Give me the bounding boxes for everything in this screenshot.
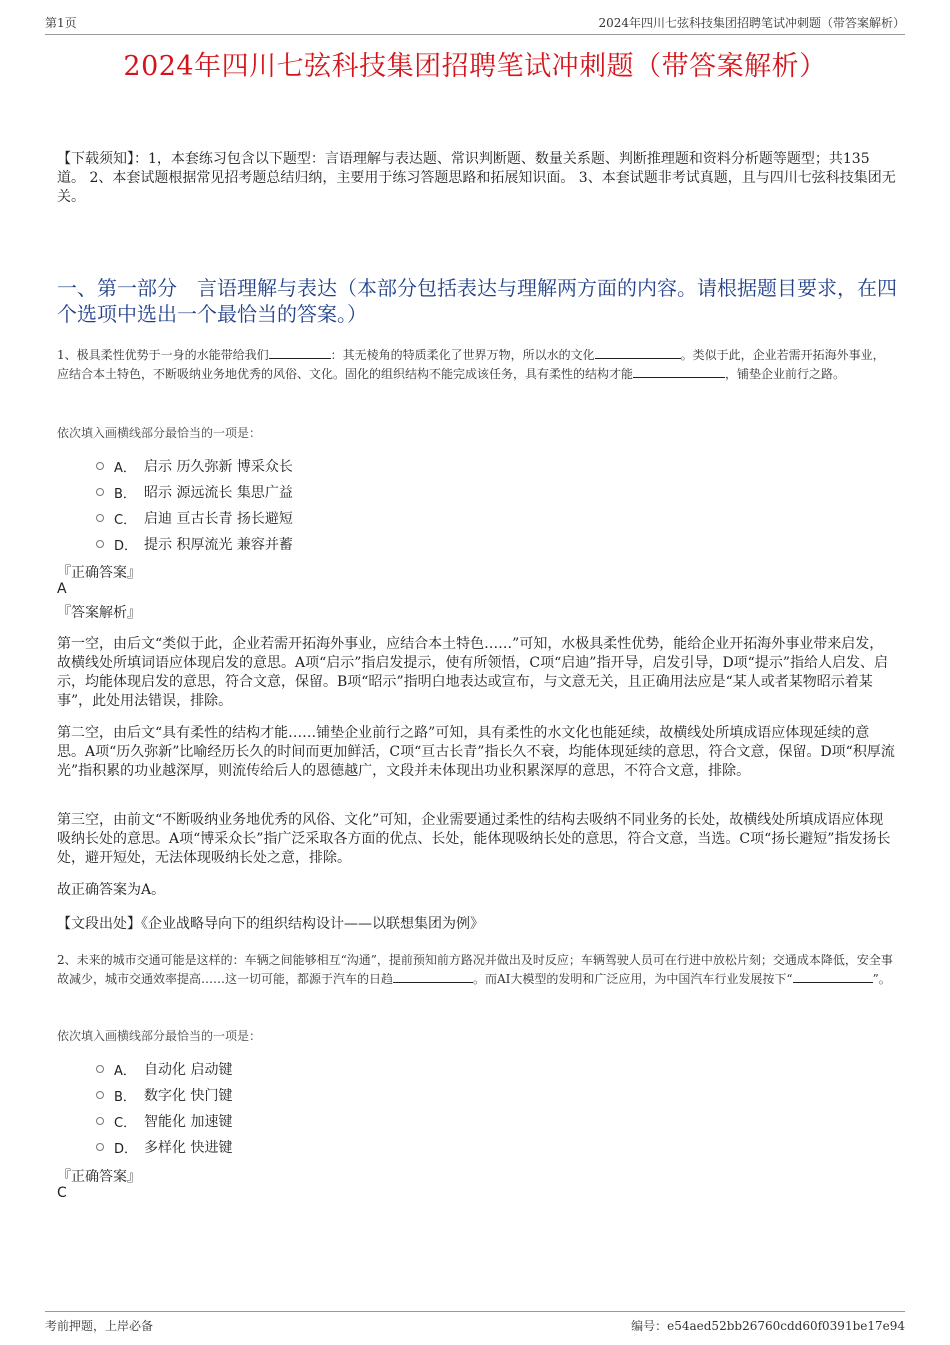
radio-icon[interactable]: [96, 488, 104, 496]
q1-analysis-2: 第二空，由后文“具有柔性的结构才能……铺垫企业前行之路”可知，具有柔性的水文化也能延续，故横线处所填成语应体现延续的意思。A项“历久弥新”比喻经历长久的时间而更加鲜活，C项“亘古长青”指长久不衰，均能体现延续的意思，符合文意，保留。D项“积厚流光”指积累的功业越深厚，则流传给后人的恩德越广，文段并未体现出功业积累深厚的意思，不符合文意，排除。: [57, 725, 895, 779]
q1-answer: A: [57, 581, 67, 597]
section-title: 一、第一部分 言语理解与表达（本部分包括表达与理解两方面的内容。请根据题目要求，在四个选项中选出一个最恰当的答案。）: [57, 276, 897, 326]
q1-stem-part-b: ：其无棱角的特质柔化了世界万物，所以水的文化: [330, 348, 595, 362]
q1-source: 【文段出处】《企业战略导向下的组织结构设计——以联想集团为例》: [57, 916, 484, 932]
q1-stem-part-a: 1、极具柔性优势于一身的水能带给我们: [57, 348, 269, 362]
q1-option-d[interactable]: D． 提示 积厚流光 兼容并蓄: [96, 531, 293, 557]
footer-doc-id: 编号：e54aed52bb26760cdd60f0391be17e94: [631, 1319, 905, 1333]
q1-answer-label: 『正确答案』: [57, 565, 141, 581]
question-1-stem: [57, 346, 895, 384]
download-notice: 【下载须知】：1，本套练习包含以下题型：言语理解与表达题、常识判断题、数量关系题、判断推理题和资料分析题等题型；共135道。 2、本套试题根据常见招考题总结归纳，主要用于练习答题思路和拓展知识面。 3、本套试题非考试真题，且与四川七弦科技集团无关。: [57, 151, 896, 205]
q1-blank-2: [595, 346, 681, 359]
q2-answer-label: 『正确答案』: [57, 1169, 141, 1185]
radio-icon[interactable]: [96, 1143, 104, 1151]
q1-option-b[interactable]: B． 昭示 源远流长 集思广益: [96, 479, 293, 505]
radio-icon[interactable]: [96, 462, 104, 470]
q2-stem-part-a: 2、未来的城市交通可能是这样的：车辆之间能够相互“沟通”，提前预知前方路况并做出及时反应；车辆驾驶人员可在行进中放松片刻；交通成本降低，安全事故减少，城市交通效率提高……这一切可能，都源于汽车的日趋: [57, 953, 893, 986]
q2-option-a[interactable]: A． 自动化 启动键: [96, 1056, 232, 1082]
page-number: 第1页: [45, 16, 77, 30]
q2-options: [96, 1056, 232, 1160]
q2-stem-part-c: ”。: [872, 972, 891, 986]
q1-blank-1: [269, 346, 331, 359]
q2-answer: C: [57, 1185, 67, 1201]
q2-option-c[interactable]: C． 智能化 加速键: [96, 1108, 232, 1134]
q1-analysis-label: 『答案解析』: [57, 605, 141, 621]
document-title: 2024年四川七弦科技集团招聘笔试冲刺题（带答案解析）: [123, 51, 827, 82]
radio-icon[interactable]: [96, 1065, 104, 1073]
q2-option-b[interactable]: B． 数字化 快门键: [96, 1082, 232, 1108]
q2-blank-2: [793, 970, 873, 983]
q1-analysis-1: 第一空，由后文“类似于此，企业若需开拓海外事业，应结合本土特色……”可知，水极具柔性优势，能给企业开拓海外事业带来启发，故横线处所填词语应体现启发的意思。A项“启示”指启发提示，使有所领悟，C项“启迪”指开导，启发引导，D项“提示”指给人启发、启示，均能体现启发的意思，符合文意，保留。B项“昭示”指明白地表达或宣布，与文意无关，且正确用法应是“某人或者某物昭示着某事”，此处用法错误，排除。: [57, 636, 888, 709]
footer-slogan: 考前押题，上岸必备: [45, 1319, 154, 1333]
page-header: [45, 14, 905, 35]
q1-option-a[interactable]: A． 启示 历久弥新 博采众长: [96, 453, 293, 479]
q2-prompt: 依次填入画横线部分最恰当的一项是：: [57, 1029, 262, 1043]
page-footer: [45, 1311, 905, 1334]
q1-analysis-3: 第三空，由前文“不断吸纳业务地优秀的风俗、文化”可知，企业需要通过柔性的结构去吸纳不同业务的长处，故横线处所填成语应体现吸纳长处的意思。A项“博采众长”指广泛采取各方面的优点、长处，能体现吸纳长处的意思，符合文意，当选。C项“扬长避短”指发扬长处，避开短处，无法体现吸纳长处之意，排除。: [57, 812, 891, 866]
radio-icon[interactable]: [96, 514, 104, 522]
radio-icon[interactable]: [96, 1117, 104, 1125]
q2-option-d[interactable]: D． 多样化 快进键: [96, 1134, 232, 1160]
q1-blank-3: [633, 365, 725, 378]
radio-icon[interactable]: [96, 540, 104, 548]
question-2-stem: [57, 951, 895, 989]
q1-prompt: 依次填入画横线部分最恰当的一项是：: [57, 426, 262, 440]
q1-stem-part-c: 。类似于此，企业若需开拓海外事业，应结合本土特色，不断吸纳业务地优秀的风俗、文化。固化的组织结构不能完成该任务，具有柔性的结构才能: [57, 348, 885, 381]
header-doc-name: 2024年四川七弦科技集团招聘笔试冲刺题（带答案解析）: [598, 16, 905, 30]
q1-stem-part-d: ，铺垫企业前行之路。: [725, 367, 846, 381]
q2-blank-1: [393, 970, 473, 983]
q1-option-c[interactable]: C． 启迪 亘古长青 扬长避短: [96, 505, 293, 531]
q2-stem-part-b: 。而AI大模型的发明和广泛应用，为中国汽车行业发展按下“: [473, 972, 793, 986]
q1-options: [96, 453, 293, 557]
q1-conclusion: 故正确答案为A。: [57, 882, 166, 898]
radio-icon[interactable]: [96, 1091, 104, 1099]
